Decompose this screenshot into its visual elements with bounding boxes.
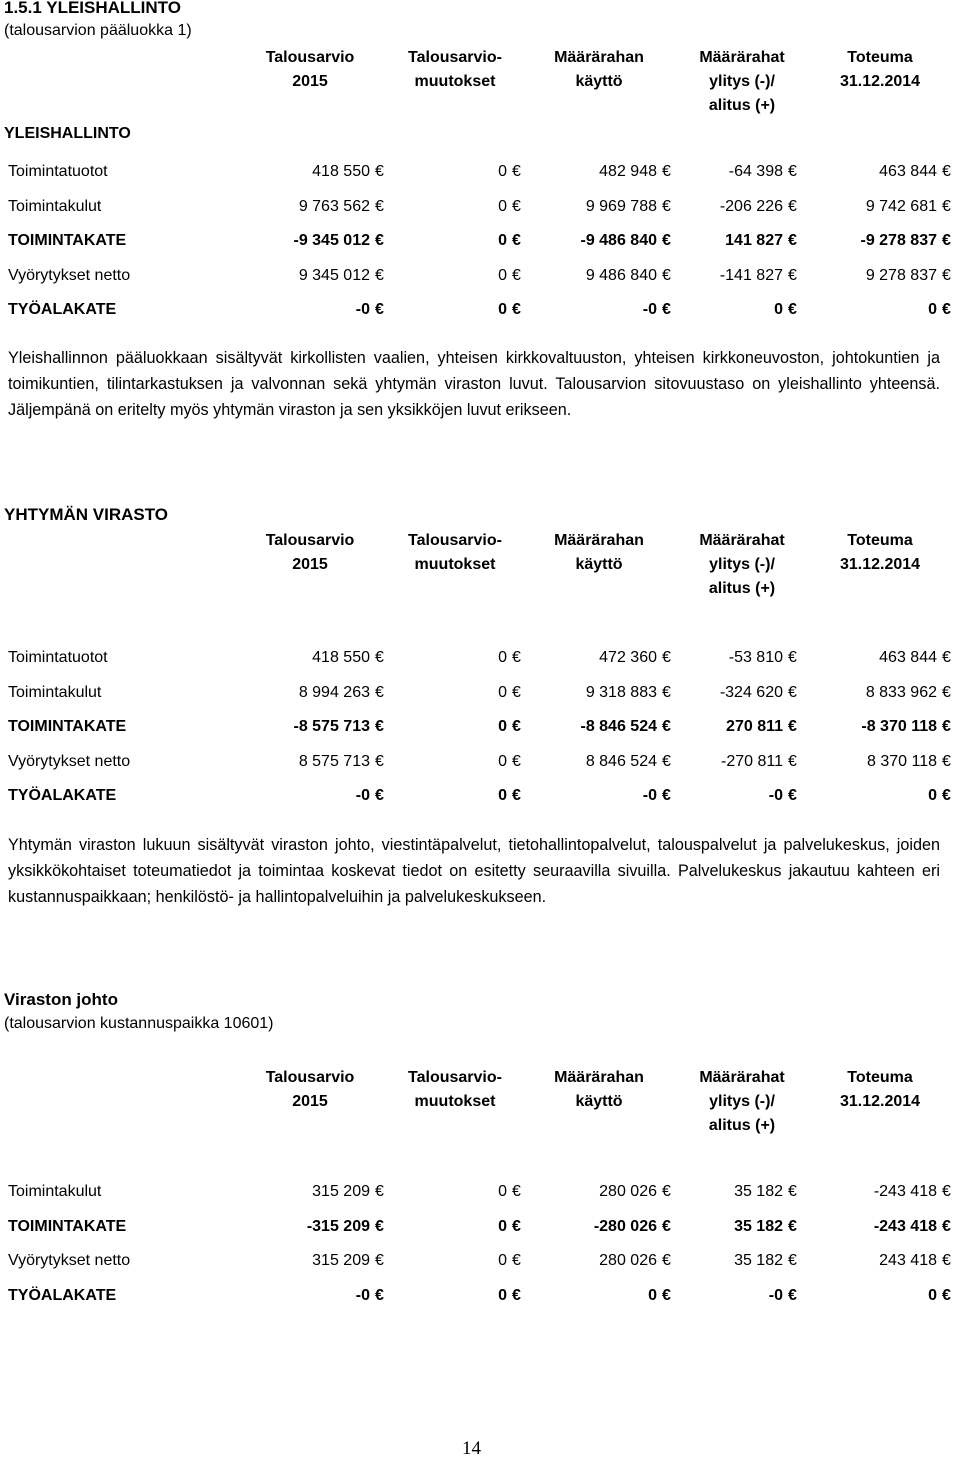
cell-value: 280 026: [599, 1183, 657, 1200]
column-header: [385, 46, 525, 94]
euro-sign: €: [788, 1183, 797, 1200]
euro-sign: €: [788, 752, 797, 770]
cell-value: -0: [768, 1286, 783, 1304]
euro-sign: €: [375, 1217, 384, 1235]
euro-sign: €: [942, 1286, 951, 1304]
euro-sign: €: [662, 197, 671, 215]
column-header-line: käyttö: [575, 73, 623, 90]
euro-sign: €: [788, 718, 797, 735]
column-header-line: 2015: [292, 73, 328, 90]
column-header-line: Toteuma: [847, 1069, 913, 1086]
section2-paragraph: Yhtymän viraston lukuun sisältyvät viraston johto, viestintäpalvelut, tietohallintopalvelut, talouspalvelut ja palvelukeskus, joiden yksikkökohtaiset toteumatiedot ja toimintaa koskevat tiedot on esitetty seuraavilla sivuilla. Palvelukeskus jakautuu kahteen eri kustannuspaikkaan; henkilöstö- ja hallintopalveluihin ja palvelukeskukseen.: [8, 836, 940, 906]
cell-value: -0: [642, 301, 657, 318]
cell-value: -9 486 840: [580, 232, 657, 249]
cell-value: 243 418: [879, 1252, 937, 1269]
cell-value: 9 763 562: [298, 197, 370, 215]
euro-sign: €: [375, 752, 384, 770]
table-row: [0, 1215, 960, 1239]
cell-value: -243 418: [873, 1217, 937, 1235]
section1-paragraph: Yleishallinnon pääluokkaan sisältyvät kirkollisten vaalien, yhteisen kirkkovaltuuston, yhteisen kirkkoneuvoston, johtokuntien ja toimikuntien, tilintarkastuksen ja valvonnan sekä yhtymän viraston luvut. Talousarvion sitovuustaso on yleishallinto yhteensä. Jäljempänä on eritelty myös yhtymän viraston ja sen yksikköjen luvut erikseen.: [8, 349, 940, 419]
section2-title: YHTYMÄN VIRASTO: [4, 505, 169, 524]
euro-sign: €: [662, 232, 671, 249]
cell-value: 9 318 883: [585, 683, 657, 701]
euro-sign: €: [375, 266, 384, 284]
cell-value: -8 370 118: [861, 718, 937, 735]
cell-value: -315 209: [306, 1217, 370, 1235]
column-header-line: ylitys (-)/: [709, 1093, 775, 1110]
column-header-line: 2015: [292, 556, 328, 573]
column-header-line: käyttö: [575, 1093, 623, 1110]
euro-sign: €: [942, 1217, 951, 1235]
column-header-line: muutokset: [414, 556, 496, 573]
column-header: [810, 529, 950, 577]
column-header: [529, 46, 669, 94]
euro-sign: €: [942, 301, 951, 318]
euro-sign: €: [512, 266, 521, 284]
column-header: [529, 529, 669, 577]
column-header-line: 31.12.2014: [839, 1093, 921, 1110]
column-header: [385, 529, 525, 577]
cell-value: 472 360: [599, 649, 657, 666]
cell-value: 9 742 681: [865, 197, 937, 215]
row-label: Vyörytykset netto: [8, 752, 131, 770]
euro-sign: €: [512, 787, 521, 804]
cell-value: 0: [498, 1286, 507, 1304]
column-header-line: Määrärahan: [554, 532, 644, 549]
cell-value: -243 418: [873, 1183, 937, 1200]
euro-sign: €: [512, 718, 521, 735]
euro-sign: €: [788, 1217, 797, 1235]
row-label: TYÖALAKATE: [8, 1286, 117, 1304]
euro-sign: €: [788, 163, 797, 180]
column-header-line: Määrärahat: [699, 532, 785, 549]
cell-value: 0: [498, 718, 507, 735]
column-header-line: alitus (+): [708, 97, 776, 114]
cell-value: 9 486 840: [585, 266, 657, 284]
euro-sign: €: [662, 718, 671, 735]
euro-sign: €: [375, 683, 384, 701]
column-header-line: Talousarvio-: [408, 1069, 502, 1086]
table-row: [0, 1249, 960, 1273]
cell-value: 0: [498, 163, 507, 180]
column-header-line: Talousarvio: [265, 49, 355, 66]
column-header-line: alitus (+): [708, 580, 776, 597]
euro-sign: €: [375, 787, 384, 804]
column-header: [810, 46, 950, 94]
euro-sign: €: [375, 197, 384, 215]
cell-value: -64 398: [728, 163, 783, 180]
euro-sign: €: [942, 1183, 951, 1200]
cell-value: -0: [355, 1286, 370, 1304]
euro-sign: €: [942, 197, 951, 215]
euro-sign: €: [662, 301, 671, 318]
cell-value: 9 278 837: [865, 266, 937, 284]
table-row: [0, 784, 960, 808]
euro-sign: €: [662, 752, 671, 770]
cell-value: 418 550: [312, 163, 370, 180]
cell-value: -9 278 837: [860, 232, 937, 249]
section1-label: YLEISHALLINTO: [4, 125, 131, 142]
cell-value: -0: [768, 787, 783, 804]
euro-sign: €: [942, 232, 951, 249]
cell-value: 9 969 788: [585, 197, 657, 215]
cell-value: 0: [498, 197, 507, 215]
euro-sign: €: [662, 163, 671, 180]
cell-value: 0: [498, 1252, 507, 1269]
euro-sign: €: [788, 232, 797, 249]
euro-sign: €: [942, 683, 951, 701]
row-label: Toimintatuotot: [8, 649, 108, 666]
euro-sign: €: [512, 1252, 521, 1269]
euro-sign: €: [375, 718, 384, 735]
cell-value: 0: [498, 752, 507, 770]
column-header-line: alitus (+): [708, 1117, 776, 1134]
euro-sign: €: [512, 683, 521, 701]
column-header-line: Talousarvio-: [408, 49, 502, 66]
column-header-line: Määrärahat: [699, 49, 785, 66]
cell-value: 315 209: [312, 1252, 370, 1269]
cell-value: 0: [498, 649, 507, 666]
cell-value: -9 345 012: [293, 232, 370, 249]
cell-value: -0: [355, 787, 370, 804]
column-header-line: 31.12.2014: [839, 556, 921, 573]
row-label: TOIMINTAKATE: [8, 1217, 127, 1235]
row-label: Toimintatuotot: [8, 163, 108, 180]
column-header: [672, 1066, 812, 1138]
cell-value: 482 948: [599, 163, 657, 180]
euro-sign: €: [512, 232, 521, 249]
euro-sign: €: [942, 266, 951, 284]
cell-value: -206 226: [719, 197, 783, 215]
cell-value: -280 026: [593, 1217, 657, 1235]
cell-value: 270 811: [726, 718, 783, 735]
row-label: TYÖALAKATE: [8, 301, 117, 318]
euro-sign: €: [788, 649, 797, 666]
section3-subtitle: (talousarvion kustannuspaikka 10601): [4, 1015, 274, 1032]
column-header-line: ylitys (-)/: [709, 73, 775, 90]
euro-sign: €: [788, 1252, 797, 1269]
euro-sign: €: [512, 197, 521, 215]
table-row: [0, 750, 960, 774]
euro-sign: €: [512, 649, 521, 666]
euro-sign: €: [662, 787, 671, 804]
euro-sign: €: [662, 1286, 671, 1304]
row-label: Vyörytykset netto: [8, 1252, 131, 1269]
page-number: 14: [462, 1438, 481, 1459]
column-header-line: Talousarvio: [265, 532, 355, 549]
cell-value: -0: [355, 301, 370, 318]
euro-sign: €: [942, 649, 951, 666]
euro-sign: €: [788, 683, 797, 701]
table-row: [0, 646, 960, 670]
row-label: Vyörytykset netto: [8, 266, 131, 284]
euro-sign: €: [375, 301, 384, 318]
cell-value: 8 846 524: [585, 752, 657, 770]
euro-sign: €: [788, 301, 797, 318]
column-header: [240, 1066, 380, 1114]
row-label: Toimintakulut: [8, 197, 102, 215]
cell-value: -53 810: [728, 649, 783, 666]
column-header-line: muutokset: [414, 1093, 496, 1110]
cell-value: 35 182: [734, 1252, 783, 1269]
cell-value: -0: [642, 787, 657, 804]
cell-value: 35 182: [734, 1183, 783, 1200]
euro-sign: €: [662, 683, 671, 701]
section1-subtitle: (talousarvion pääluokka 1): [4, 22, 192, 39]
euro-sign: €: [942, 787, 951, 804]
column-header-line: käyttö: [575, 556, 623, 573]
cell-value: 463 844: [879, 163, 937, 180]
cell-value: 0: [928, 1286, 937, 1304]
euro-sign: €: [942, 163, 951, 180]
column-header-line: ylitys (-)/: [709, 556, 775, 573]
euro-sign: €: [512, 1286, 521, 1304]
column-header: [672, 46, 812, 118]
cell-value: 0: [498, 301, 507, 318]
euro-sign: €: [788, 1286, 797, 1304]
cell-value: 0: [498, 1217, 507, 1235]
euro-sign: €: [375, 1286, 384, 1304]
section1-title: 1.5.1 YLEISHALLINTO: [4, 0, 181, 17]
table-row: [0, 298, 960, 322]
cell-value: -270 811: [721, 752, 783, 770]
euro-sign: €: [942, 1252, 951, 1269]
table-row: [0, 1180, 960, 1204]
cell-value: 8 833 962: [865, 683, 937, 701]
euro-sign: €: [662, 1217, 671, 1235]
cell-value: 0: [498, 266, 507, 284]
table-row: [0, 264, 960, 288]
euro-sign: €: [662, 649, 671, 666]
euro-sign: €: [942, 718, 951, 735]
cell-value: 418 550: [312, 649, 370, 666]
table-row: [0, 229, 960, 253]
cell-value: 0: [498, 787, 507, 804]
column-header-line: 2015: [292, 1093, 328, 1110]
cell-value: 0: [498, 232, 507, 249]
cell-value: -141 827: [719, 266, 783, 284]
cell-value: -8 846 524: [580, 718, 657, 735]
euro-sign: €: [375, 649, 384, 666]
euro-sign: €: [512, 301, 521, 318]
cell-value: 8 370 118: [867, 752, 937, 770]
column-header: [672, 529, 812, 601]
euro-sign: €: [662, 266, 671, 284]
cell-value: 0: [928, 301, 937, 318]
euro-sign: €: [512, 1183, 521, 1200]
column-header-line: muutokset: [414, 73, 496, 90]
table-row: [0, 160, 960, 184]
euro-sign: €: [662, 1183, 671, 1200]
euro-sign: €: [375, 1183, 384, 1200]
euro-sign: €: [942, 752, 951, 770]
cell-value: 0: [498, 683, 507, 701]
euro-sign: €: [662, 1252, 671, 1269]
cell-value: 315 209: [312, 1183, 370, 1200]
section3-title: Viraston johto: [4, 990, 118, 1009]
cell-value: 8 575 713: [298, 752, 370, 770]
cell-value: 463 844: [879, 649, 937, 666]
cell-value: 8 994 263: [298, 683, 370, 701]
row-label: Toimintakulut: [8, 683, 102, 701]
table-row: [0, 715, 960, 739]
cell-value: 280 026: [599, 1252, 657, 1269]
table-row: [0, 195, 960, 219]
euro-sign: €: [375, 1252, 384, 1269]
row-label: TYÖALAKATE: [8, 787, 117, 804]
cell-value: 141 827: [725, 232, 783, 249]
column-header: [240, 529, 380, 577]
euro-sign: €: [375, 163, 384, 180]
euro-sign: €: [788, 266, 797, 284]
column-header: [385, 1066, 525, 1114]
euro-sign: €: [512, 752, 521, 770]
column-header-line: 31.12.2014: [839, 73, 921, 90]
row-label: Toimintakulut: [8, 1183, 102, 1200]
column-header-line: Toteuma: [847, 532, 913, 549]
column-header-line: Talousarvio: [265, 1069, 355, 1086]
column-header-line: Määrärahan: [554, 49, 644, 66]
cell-value: 35 182: [734, 1217, 783, 1235]
cell-value: 0: [774, 301, 783, 318]
column-header: [240, 46, 380, 94]
column-header-line: Määrärahan: [554, 1069, 644, 1086]
cell-value: -324 620: [719, 683, 783, 701]
cell-value: 0: [648, 1286, 657, 1304]
table-row: [0, 1284, 960, 1308]
cell-value: -8 575 713: [293, 718, 370, 735]
row-label: TOIMINTAKATE: [8, 232, 127, 249]
euro-sign: €: [788, 787, 797, 804]
cell-value: 0: [928, 787, 937, 804]
euro-sign: €: [788, 197, 797, 215]
euro-sign: €: [512, 163, 521, 180]
cell-value: 0: [498, 1183, 507, 1200]
table-row: [0, 681, 960, 705]
column-header: [529, 1066, 669, 1114]
euro-sign: €: [375, 232, 384, 249]
cell-value: 9 345 012: [298, 266, 370, 284]
column-header-line: Talousarvio-: [408, 532, 502, 549]
column-header-line: Toteuma: [847, 49, 913, 66]
column-header: [810, 1066, 950, 1114]
column-header-line: Määrärahat: [699, 1069, 785, 1086]
euro-sign: €: [512, 1217, 521, 1235]
row-label: TOIMINTAKATE: [8, 718, 127, 735]
